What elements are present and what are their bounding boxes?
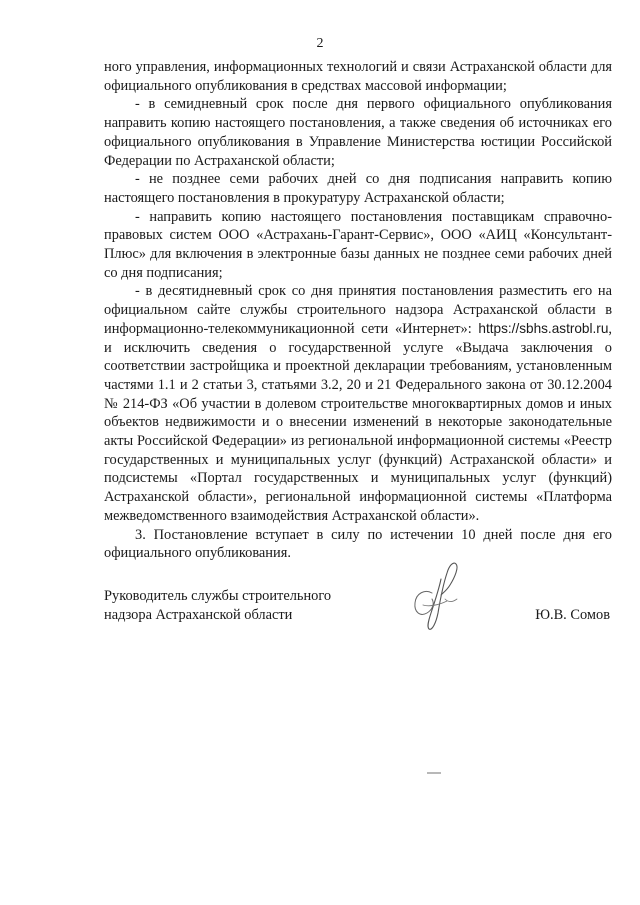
signatory-title <box>104 587 404 624</box>
paragraph-website-publication <box>104 282 612 525</box>
signatory-title-line-2: надзора Астраханской области <box>104 606 293 623</box>
signatory-name: Ю.В. Сомов <box>535 606 610 623</box>
paragraph-justice-ministry: - в семидневный срок после дня первого официального опубликования направить копию настоящего постановления, а также сведения об источниках его официального опубликования в Управление Министерства юстиции Российской Федерации по Астраханской области; <box>104 96 612 169</box>
website-url-link[interactable]: https://sbhs.astrobl.ru <box>478 320 609 336</box>
paragraph-effective-date: 3. Постановление вступает в силу по истечении 10 дней после дня его официального опубликования. <box>104 526 612 562</box>
paragraph-website-text-after: , и исключить сведения о государственной услуге «Выдача заключения о соответствии застройщика и проектной декларации требованиям, установленным частями 1.1 и 2 статьи 3, статьями 3.2, 20 и 21 Федерального закона от 30.12.2004 № 214-ФЗ «Об участии в долевом строительстве многоквартирных домов и иных объектов недвижимости и о внесении изменений в некоторые законодательные акты Российской Федерации» из региональной информационной системы «Реестр государственных и муниципальных услуг (функций) Астраханской области» и подсистемы «Портал государственных и муниципальных услуг (функций) Астраханской области», региональной информационной системы «Платформа межведомственного взаимодействия Астраханской области». <box>104 320 612 524</box>
page-number: 2 <box>316 36 324 51</box>
paragraph-website-text-before: - в десятидневный срок со дня принятия постановления разместить его на официальном сайте службы строительного надзора Астраханской области в информационно-телекоммуникационной сети «Интернет»: <box>104 283 612 337</box>
signature-block <box>104 587 612 647</box>
document-body <box>104 58 612 563</box>
scan-mark <box>427 772 441 774</box>
handwritten-signature <box>405 555 475 635</box>
paragraph-prosecutor: - не позднее семи рабочих дней со дня подписания направить копию настоящего постановления в прокуратуру Астраханской области; <box>104 171 612 206</box>
paragraph-legal-systems: - направить копию настоящего постановления поставщикам справочно-правовых систем ООО «Астрахань-Гарант-Сервис», ООО «АИЦ «Консультант-Плюс» для включения в электронные базы данных не позднее семи рабочих дней со дня подписания; <box>104 208 612 281</box>
signatory-title-line-1: Руководитель службы строительного <box>104 588 332 604</box>
paragraph-continuation: ного управления, информационных технологий и связи Астраханской области для официального опубликования в средствах массовой информации; <box>104 59 612 94</box>
